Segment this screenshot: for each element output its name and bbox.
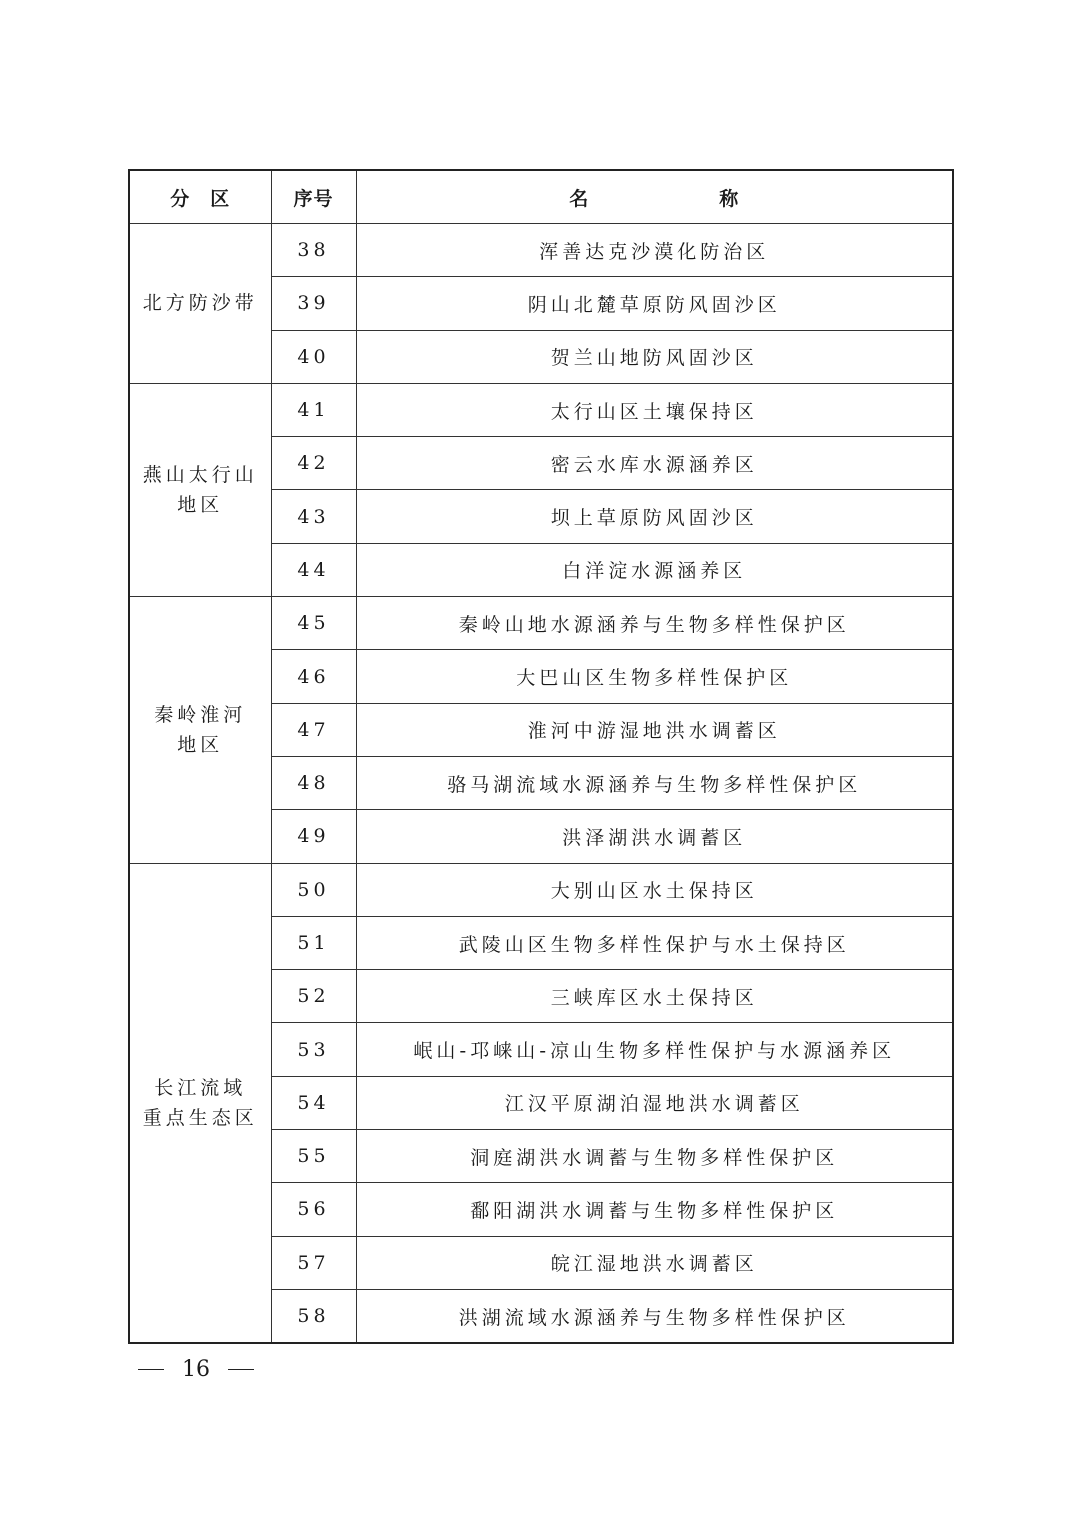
name-cell: 江汉平原湖泊湿地洪水调蓄区 xyxy=(356,1076,953,1129)
name-cell: 洪泽湖洪水调蓄区 xyxy=(356,810,953,863)
seq-cell: 52 xyxy=(271,970,356,1023)
table-body xyxy=(129,224,953,1344)
name-cell: 三峡库区水土保持区 xyxy=(356,970,953,1023)
zone-cell xyxy=(129,383,271,596)
name-cell: 阴山北麓草原防风固沙区 xyxy=(356,277,953,330)
seq-cell: 38 xyxy=(271,224,356,277)
seq-cell: 57 xyxy=(271,1236,356,1289)
name-cell: 秦岭山地水源涵养与生物多样性保护区 xyxy=(356,597,953,650)
seq-cell: 48 xyxy=(271,756,356,809)
name-cell: 大别山区水土保持区 xyxy=(356,863,953,916)
name-cell: 岷山-邛崃山-凉山生物多样性保护与水源涵养区 xyxy=(356,1023,953,1076)
table-row xyxy=(129,224,953,277)
seq-cell: 50 xyxy=(271,863,356,916)
seq-cell: 51 xyxy=(271,916,356,969)
seq-cell: 43 xyxy=(271,490,356,543)
ecological-zone-table xyxy=(128,169,954,1344)
name-cell: 洞庭湖洪水调蓄与生物多样性保护区 xyxy=(356,1130,953,1183)
seq-cell: 41 xyxy=(271,383,356,436)
header-zone: 分 区 xyxy=(129,170,271,224)
footer-dash-right xyxy=(228,1369,254,1370)
seq-cell: 55 xyxy=(271,1130,356,1183)
zone-name-line: 长江流域 xyxy=(154,1076,247,1099)
name-cell: 大巴山区生物多样性保护区 xyxy=(356,650,953,703)
name-cell: 骆马湖流域水源涵养与生物多样性保护区 xyxy=(356,756,953,809)
seq-cell: 58 xyxy=(271,1289,356,1343)
header-name-left: 名 xyxy=(569,187,590,210)
zone-name-line: 重点生态区 xyxy=(142,1106,258,1129)
name-cell: 密云水库水源涵养区 xyxy=(356,437,953,490)
name-cell: 浑善达克沙漠化防治区 xyxy=(356,224,953,277)
seq-cell: 42 xyxy=(271,437,356,490)
zone-cell xyxy=(129,224,271,384)
seq-cell: 56 xyxy=(271,1183,356,1236)
zone-name-line: 秦岭淮河 xyxy=(154,703,247,726)
name-cell: 淮河中游湿地洪水调蓄区 xyxy=(356,703,953,756)
zone-name-line: 地区 xyxy=(177,493,224,516)
seq-cell: 54 xyxy=(271,1076,356,1129)
seq-cell: 44 xyxy=(271,543,356,596)
seq-cell: 53 xyxy=(271,1023,356,1076)
name-cell: 鄱阳湖洪水调蓄与生物多样性保护区 xyxy=(356,1183,953,1236)
name-cell: 太行山区土壤保持区 xyxy=(356,383,953,436)
zone-cell xyxy=(129,597,271,863)
name-cell: 坝上草原防风固沙区 xyxy=(356,490,953,543)
seq-cell: 46 xyxy=(271,650,356,703)
page-number: 16 xyxy=(182,1357,210,1382)
seq-cell: 40 xyxy=(271,330,356,383)
name-cell: 白洋淀水源涵养区 xyxy=(356,543,953,596)
zone-cell xyxy=(129,863,271,1343)
zone-name-line: 北方防沙带 xyxy=(142,292,258,315)
page-footer xyxy=(138,1357,254,1382)
table-header-row xyxy=(129,170,953,224)
seq-cell: 39 xyxy=(271,277,356,330)
header-seq: 序号 xyxy=(271,170,356,224)
zone-name-line: 燕山太行山 xyxy=(142,463,258,486)
zone-name-line: 地区 xyxy=(177,733,224,756)
seq-cell: 49 xyxy=(271,810,356,863)
name-cell: 武陵山区生物多样性保护与水土保持区 xyxy=(356,916,953,969)
seq-cell: 47 xyxy=(271,703,356,756)
header-name xyxy=(356,170,953,224)
name-cell: 贺兰山地防风固沙区 xyxy=(356,330,953,383)
table-row xyxy=(129,597,953,650)
name-cell: 洪湖流域水源涵养与生物多样性保护区 xyxy=(356,1289,953,1343)
table-row xyxy=(129,863,953,916)
name-cell: 皖江湿地洪水调蓄区 xyxy=(356,1236,953,1289)
header-name-right: 称 xyxy=(719,187,740,210)
seq-cell: 45 xyxy=(271,597,356,650)
table-row xyxy=(129,383,953,436)
footer-dash-left xyxy=(138,1369,164,1370)
